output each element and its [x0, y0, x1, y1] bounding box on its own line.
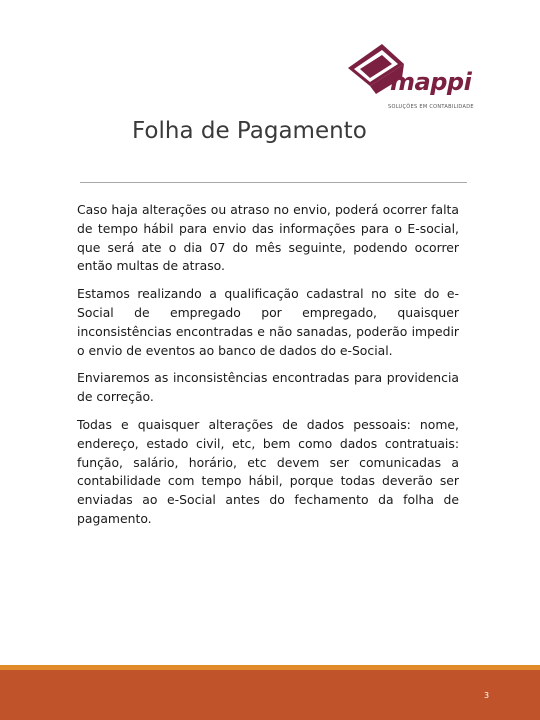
slide-body	[77, 201, 459, 538]
paragraph: Caso haja alterações ou atraso no envio, poderá ocorrer falta de tempo hábil para envio das informações para o E-social, que será ate o dia 07 do mês seguinte, podendo ocorrer então multas de atraso.	[77, 202, 459, 274]
page-number: 3	[484, 691, 490, 700]
logo-tagline: SOLUÇÕES EM CONTABILIDADE	[388, 104, 474, 110]
title-divider	[80, 182, 467, 183]
logo-wordmark: mappi	[390, 68, 472, 96]
paragraph: Enviaremos as inconsistências encontradas para providencia de correção.	[77, 370, 459, 405]
mappi-logo	[342, 38, 472, 114]
slide-title: Folha de Pagamento	[132, 118, 367, 144]
footer-bar	[0, 670, 540, 720]
paragraph: Estamos realizando a qualificação cadastral no site do e-Social de empregado por empregado, quaisquer inconsistências encontradas e não sanadas, poderão impedir o envio de eventos ao banco de dados do e-Social.	[77, 286, 459, 358]
paragraph: Todas e quaisquer alterações de dados pessoais: nome, endereço, estado civil, etc, bem como dados contratuais: função, salário, horário, etc devem ser comunicadas a contabilidade com tempo hábil, porque todas deverão ser enviadas ao e-Social antes do fechamento da folha de pagamento.	[77, 416, 459, 526]
